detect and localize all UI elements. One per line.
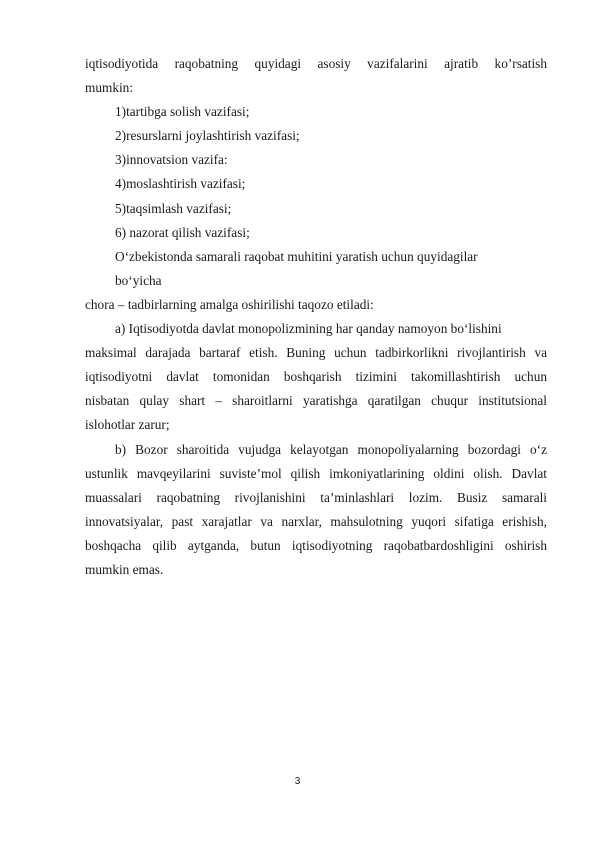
text-line: iqtisodiyotida raqobatning quyidagi asosiy vazifalarini ajratib ko’rsatish — [85, 56, 547, 71]
text-line: 1)tartibga solish vazifasi; — [115, 104, 250, 120]
text-line: boshqacha qilib aytganda, butun iqtisodiyotning raqobatbardoshligini oshirish — [85, 537, 547, 553]
text-line: 3)innovatsion vazifa: — [115, 152, 228, 168]
text-line: innovatsiyalar, past xarajatlar va narxlar, mahsulotning yuqori sifatiga erishish, — [85, 513, 547, 529]
text-line: 6) nazorat qilish vazifasi; — [115, 224, 250, 240]
text-line: ustunlik mavqeyilarini suviste’mol qilish imkoniyatlarining oldini olish. Davlat — [85, 465, 547, 481]
text-line: mumkin: — [85, 80, 134, 96]
text-line: 5)taqsimlash vazifasi; — [115, 200, 232, 216]
text-line: 2)resurslarni joylashtirish vazifasi; — [115, 128, 300, 144]
text-line: muassalari raqobatning rivojlanishini ta’minlashlari lozim. Busiz samarali — [85, 489, 547, 505]
text-line: nisbatan qulay shart – sharoitlarni yaratishga qaratilgan chuqur institutsional — [85, 393, 547, 409]
text-line: mumkin emas. — [85, 561, 164, 577]
text-line: bo‘yicha — [115, 272, 162, 288]
body-text — [85, 52, 547, 582]
text-line: iqtisodiyotni davlat tomonidan boshqarish tizimini takomillashtirish uchun — [85, 369, 547, 385]
text-line: chora – tadbirlarning amalga oshirilishi taqozo etiladi: — [85, 296, 374, 312]
text-line: b) Bozor sharoitida vujudga kelayotgan monopoliyalarning bozordagi o‘z — [115, 441, 547, 457]
text-line: O‘zbekistonda samarali raqobat muhitini yaratish uchun quyidagilar — [115, 248, 478, 264]
text-line: a) Iqtisodiyotda davlat monopolizmining har qanday namoyon bo‘lishini — [115, 321, 502, 337]
text-line: 4)moslashtirish vazifasi; — [115, 176, 246, 192]
page-number: 3 — [294, 776, 301, 787]
text-line: maksimal darajada bartaraf etish. Buning uchun tadbirkorlikni rivojlantirish va — [85, 345, 547, 361]
text-line: islohotlar zarur; — [85, 417, 170, 433]
